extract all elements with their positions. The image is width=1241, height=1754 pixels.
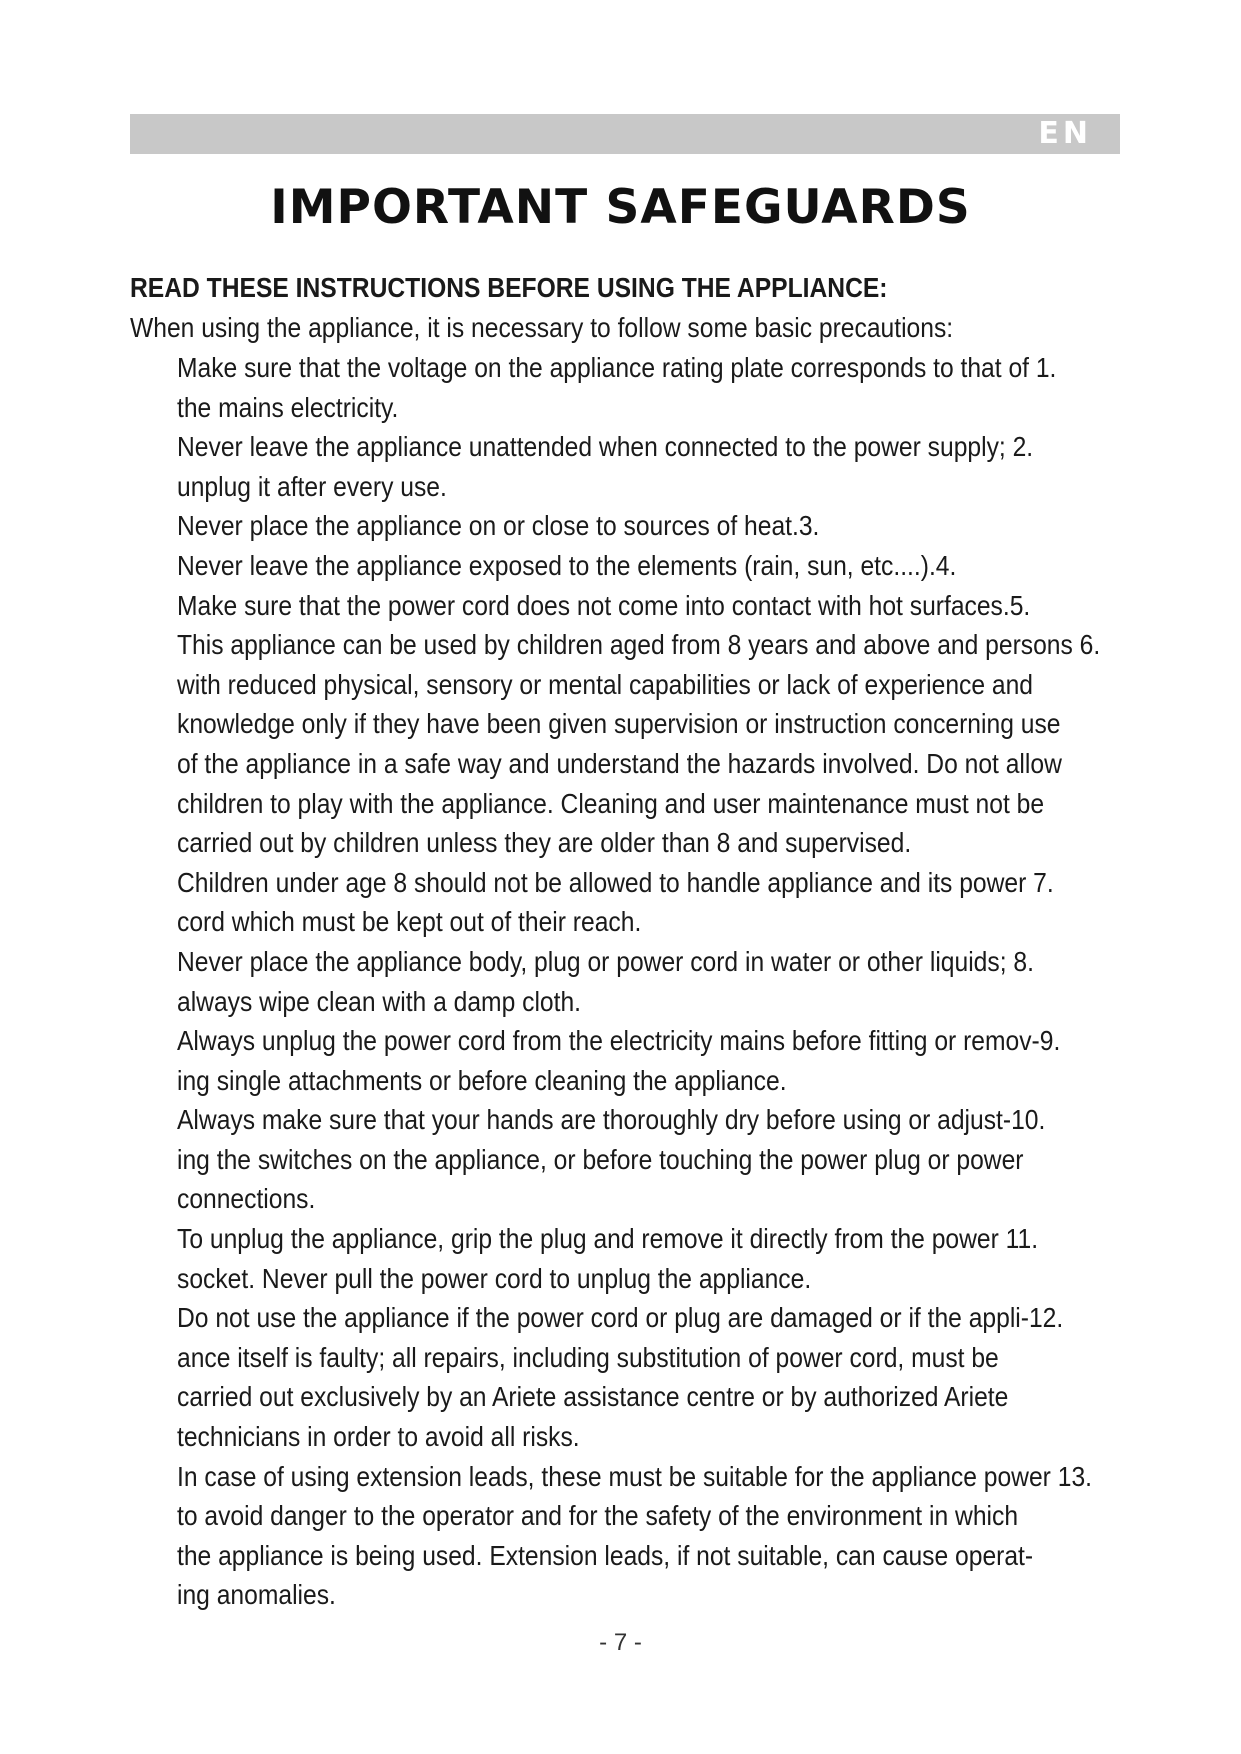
- item-line: Never place the appliance body, plug or power cord in water or other liquids; 8.: [177, 945, 1034, 977]
- item-line: children to play with the appliance. Cleaning and user maintenance must not be: [177, 787, 1045, 819]
- language-header-bar: [130, 114, 1120, 154]
- item-line: Make sure that the power cord does not come into contact with hot surfaces.5.: [177, 589, 1031, 621]
- item-line: technicians in order to avoid all risks.: [177, 1421, 580, 1453]
- safeguard-item-13: [177, 1457, 1241, 1615]
- item-line: ing single attachments or before cleaning the appliance.: [177, 1064, 787, 1096]
- safeguard-item-2: [177, 427, 1241, 506]
- instructions-heading: READ THESE INSTRUCTIONS BEFORE USING THE APPLIANCE:: [130, 272, 888, 303]
- item-line: Children under age 8 should not be allowed to handle appliance and its power 7.: [177, 866, 1054, 898]
- item-line: to avoid danger to the operator and for the safety of the environment in which: [177, 1500, 1019, 1532]
- item-line: This appliance can be used by children aged from 8 years and above and persons 6.: [177, 629, 1101, 661]
- item-line: Never leave the appliance unattended when connected to the power supply; 2.: [177, 431, 1034, 463]
- item-line: Make sure that the voltage on the appliance rating plate corresponds to that of 1.: [177, 352, 1057, 383]
- item-line: Never place the appliance on or close to sources of heat.3.: [177, 510, 820, 542]
- item-line: unplug it after every use.: [177, 470, 447, 502]
- safeguard-item-4: [177, 546, 1241, 586]
- item-line: knowledge only if they have been given supervision or instruction concerning use: [177, 708, 1061, 740]
- page-number: - 7 -: [599, 1629, 642, 1656]
- safeguard-item-12: [177, 1298, 1241, 1456]
- item-line: Do not use the appliance if the power cord or plug are damaged or if the appli-12.: [177, 1302, 1064, 1334]
- safeguards-list: [177, 348, 1241, 1615]
- item-line: always wipe clean with a damp cloth.: [177, 985, 582, 1017]
- safeguard-item-5: [177, 586, 1241, 626]
- item-line: In case of using extension leads, these must be suitable for the appliance power 13.: [177, 1460, 1092, 1492]
- safeguard-item-1: [177, 348, 1241, 427]
- item-line: To unplug the appliance, grip the plug and remove it directly from the power 11.: [177, 1223, 1039, 1255]
- item-line: socket. Never pull the power cord to unplug the appliance.: [177, 1262, 812, 1294]
- page-title: IMPORTANT SAFEGUARDS: [270, 180, 971, 235]
- item-line: Always unplug the power cord from the electricity mains before fitting or remov-9.: [177, 1025, 1061, 1057]
- item-line: ance itself is faulty; all repairs, including substitution of power cord, must be: [177, 1341, 999, 1373]
- item-line: ing the switches on the appliance, or before touching the power plug or power: [177, 1143, 1024, 1175]
- item-line: Never leave the appliance exposed to the elements (rain, sun, etc....).4.: [177, 549, 957, 581]
- item-line: of the appliance in a safe way and understand the hazards involved. Do not allow: [177, 747, 1062, 779]
- safeguard-item-7: [177, 863, 1241, 942]
- item-line: with reduced physical, sensory or mental capabilities or lack of experience and: [177, 668, 1034, 700]
- item-line: carried out exclusively by an Ariete assistance centre or by authorized Ariete: [177, 1381, 1009, 1413]
- intro-paragraph: When using the appliance, it is necessary to follow some basic precautions:: [130, 312, 954, 343]
- language-code: EN: [1038, 116, 1092, 151]
- item-line: Always make sure that your hands are thoroughly dry before using or adjust-10.: [177, 1104, 1046, 1136]
- safeguard-item-6: [177, 625, 1241, 863]
- safeguard-item-10: [177, 1100, 1241, 1219]
- item-line: cord which must be kept out of their reach.: [177, 906, 642, 938]
- item-line: carried out by children unless they are older than 8 and supervised.: [177, 827, 912, 859]
- safeguard-item-11: [177, 1219, 1241, 1298]
- item-line: connections.: [177, 1183, 316, 1215]
- item-line: the appliance is being used. Extension leads, if not suitable, can cause operat-: [177, 1539, 1034, 1571]
- item-line: ing anomalies.: [177, 1579, 336, 1611]
- safeguard-item-9: [177, 1021, 1241, 1100]
- item-line: the mains electricity.: [177, 391, 399, 423]
- safeguard-item-8: [177, 942, 1241, 1021]
- safeguard-item-3: [177, 506, 1241, 546]
